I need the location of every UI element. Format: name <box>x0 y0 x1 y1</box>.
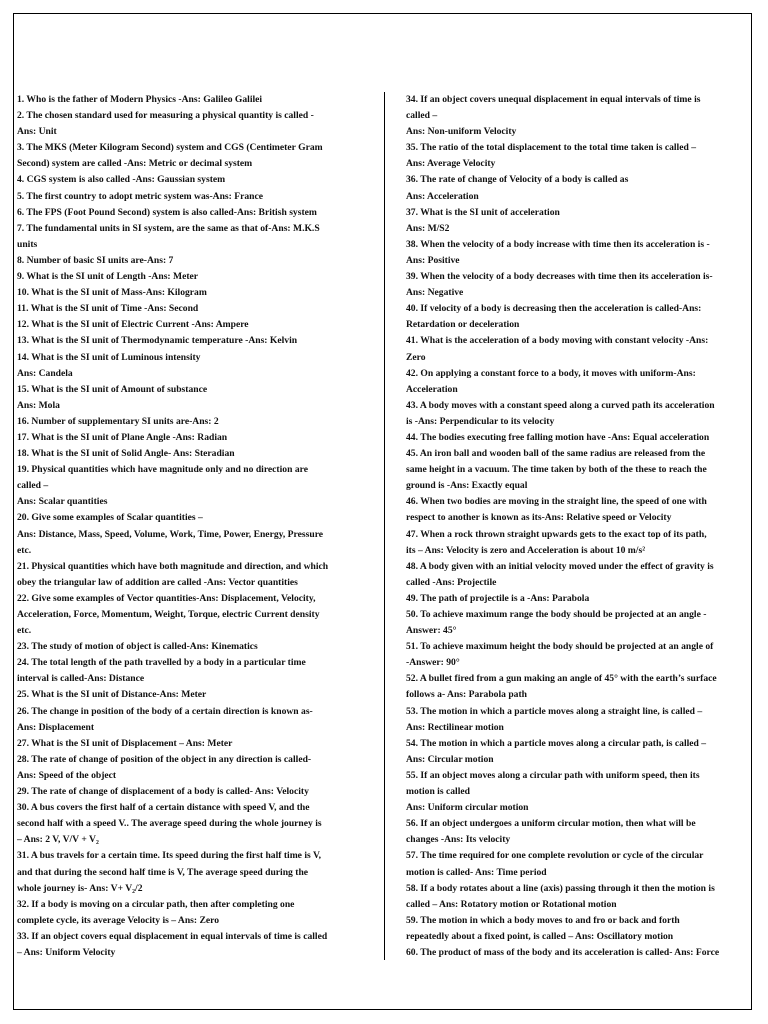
text-line: 29. The rate of change of displacement of a body is called- Ans: Velocity <box>17 786 309 798</box>
text-line: 40. If velocity of a body is decreasing then the acceleration is called-Ans: <box>406 303 702 315</box>
column-divider <box>384 92 385 960</box>
text-line: units <box>17 238 38 250</box>
text-line: Ans: Mola <box>17 399 60 411</box>
text-line: 44. The bodies executing free falling motion have -Ans: Equal acceleration <box>406 431 710 443</box>
text-line: its – Ans: Velocity is zero and Acceleration is about 10 m/s² <box>406 544 646 556</box>
text-line: 59. The motion in which a body moves to and fro or back and forth <box>406 914 680 926</box>
text-line: called -Ans: Projectile <box>406 576 497 588</box>
text-line: 21. Physical quantities which have both magnitude and direction, and which <box>17 560 329 572</box>
text-line: – Ans: 2 V, V/V + V₂ <box>17 834 99 846</box>
text-line: 37. What is the SI unit of acceleration <box>406 206 560 218</box>
text-line: 58. If a body rotates about a line (axis) passing through it then the motion is <box>406 882 715 894</box>
text-line: 23. The study of motion of object is called-Ans: Kinematics <box>17 641 258 653</box>
text-line: 53. The motion in which a particle moves along a straight line, is called – <box>406 705 703 717</box>
text-line: 6. The FPS (Foot Pound Second) system is also called-Ans: British system <box>17 206 317 218</box>
text-line: whole journey is- Ans: V+ V₂/2 <box>17 882 143 894</box>
text-line: 16. Number of supplementary SI units are-Ans: 2 <box>17 415 219 427</box>
text-line: Ans: Distance, Mass, Speed, Volume, Work, Time, Power, Energy, Pressure <box>17 528 324 540</box>
text-line: 39. When the velocity of a body decreases with time then its acceleration is- <box>406 271 713 283</box>
text-line: Answer: 45° <box>406 625 457 637</box>
text-line: etc. <box>17 544 32 556</box>
text-line: 5. The first country to adopt metric system was-Ans: France <box>17 190 264 202</box>
text-line: and that during the second half time is V, The average speed during the <box>17 866 309 878</box>
text-line: 13. What is the SI unit of Thermodynamic temperature -Ans: Kelvin <box>17 335 298 347</box>
text-line: 11. What is the SI unit of Time -Ans: Second <box>17 303 199 315</box>
text-line: 38. When the velocity of a body increase with time then its acceleration is - <box>406 238 710 250</box>
text-line: 51. To achieve maximum height the body should be projected at an angle of <box>406 641 714 653</box>
text-line: Ans: Displacement <box>17 721 95 733</box>
text-line: Retardation or deceleration <box>406 319 520 331</box>
text-line: Ans: Negative <box>406 287 464 299</box>
text-line: Ans: Rectilinear motion <box>406 721 504 733</box>
text-line: 54. The motion in which a particle moves along a circular path, is called – <box>406 737 707 749</box>
text-line: Ans: Scalar quantities <box>17 496 108 508</box>
text-line: repeatedly about a fixed point, is called – Ans: Oscillatory motion <box>406 930 674 942</box>
text-line: 26. The change in position of the body of a certain direction is known as- <box>17 705 313 717</box>
text-line: Ans: Positive <box>406 254 460 266</box>
text-line: 4. CGS system is also called -Ans: Gaussian system <box>17 174 226 186</box>
text-line: same height in a vacuum. The time taken by both of the these to reach the <box>406 464 707 476</box>
text-line: obey the triangular law of addition are called -Ans: Vector quantities <box>17 576 298 588</box>
text-line: etc. <box>17 625 32 637</box>
text-line: – Ans: Uniform Velocity <box>17 946 116 958</box>
text-line: 18. What is the SI unit of Solid Angle- Ans: Steradian <box>17 448 235 460</box>
text-line: 28. The rate of change of position of the object in any direction is called- <box>17 753 312 765</box>
text-line: Ans: Non-uniform Velocity <box>406 126 517 138</box>
text-line: 46. When two bodies are moving in the straight line, the speed of one with <box>406 496 707 508</box>
text-line: 57. The time required for one complete revolution or cycle of the circular <box>406 850 704 862</box>
text-line: 48. A body given with an initial velocity moved under the effect of gravity is <box>406 560 714 572</box>
text-line: Ans: Average Velocity <box>406 158 496 170</box>
left-column <box>17 92 364 961</box>
text-line: 52. A bullet fired from a gun making an angle of 45° with the earth’s surface <box>406 673 717 685</box>
text-line: 47. When a rock thrown straight upwards gets to the exact top of its path, <box>406 528 707 540</box>
text-line: 55. If an object moves along a circular path with uniform speed, then its <box>406 769 700 781</box>
text-line: 12. What is the SI unit of Electric Current -Ans: Ampere <box>17 319 249 331</box>
text-line: 7. The fundamental units in SI system, are the same as that of-Ans: M.K.S <box>17 222 320 234</box>
text-line: 34. If an object covers unequal displacement in equal intervals of time is <box>406 94 701 105</box>
text-line: called – <box>406 110 438 122</box>
text-line: complete cycle, its average Velocity is – Ans: Zero <box>17 914 220 926</box>
text-line: 20. Give some examples of Scalar quantities – <box>17 512 203 524</box>
text-line: Ans: Uniform circular motion <box>406 802 529 814</box>
text-line: Acceleration, Force, Momentum, Weight, Torque, electric Current density <box>17 609 320 620</box>
text-line: Ans: Candela <box>17 367 73 379</box>
text-line: 24. The total length of the path travelled by a body in a particular time <box>17 657 306 669</box>
text-line: interval is called-Ans: Distance <box>17 673 145 685</box>
text-line: 1. Who is the father of Modern Physics -Ans: Galileo Galilei <box>17 94 263 105</box>
text-line: Ans: M/S2 <box>406 222 450 234</box>
text-line: 8. Number of basic SI units are-Ans: 7 <box>17 254 174 266</box>
text-line: 15. What is the SI unit of Amount of substance <box>17 383 208 395</box>
text-line: is -Ans: Perpendicular to its velocity <box>406 415 555 427</box>
text-line: respect to another is known as its-Ans: Relative speed or Velocity <box>406 512 672 524</box>
text-line: 14. What is the SI unit of Luminous intensity <box>17 351 201 363</box>
text-line: 41. What is the acceleration of a body moving with constant velocity -Ans: <box>406 335 709 347</box>
text-line: motion is called <box>406 786 470 798</box>
text-line: Ans: Acceleration <box>406 190 479 202</box>
text-line: 3. The MKS (Meter Kilogram Second) system and CGS (Centimeter Gram <box>17 142 323 154</box>
text-line: Ans: Circular motion <box>406 753 494 765</box>
text-line: 36. The rate of change of Velocity of a body is called as <box>406 174 629 186</box>
text-line: 33. If an object covers equal displacement in equal intervals of time is called <box>17 930 328 942</box>
text-line: 32. If a body is moving on a circular path, then after completing one <box>17 898 295 910</box>
text-line: Second) system are called -Ans: Metric or decimal system <box>17 158 253 170</box>
text-line: Ans: Unit <box>17 126 57 138</box>
text-line: 56. If an object undergoes a uniform circular motion, then what will be <box>406 818 696 830</box>
text-line: Ans: Speed of the object <box>17 769 117 781</box>
text-line: -Answer: 90° <box>406 657 460 669</box>
text-line: 35. The ratio of the total displacement to the total time taken is called – <box>406 142 696 154</box>
text-line: 50. To achieve maximum range the body should be projected at an angle - <box>406 609 707 620</box>
text-line: second half with a speed V.. The average speed during the whole journey is <box>17 818 322 830</box>
text-line: Acceleration <box>406 383 458 395</box>
text-line: changes -Ans: Its velocity <box>406 834 511 846</box>
text-line: 22. Give some examples of Vector quantities-Ans: Displacement, Velocity, <box>17 592 316 604</box>
text-line: ground is -Ans: Exactly equal <box>406 480 528 492</box>
text-line: 10. What is the SI unit of Mass-Ans: Kilogram <box>17 287 207 299</box>
text-line: 49. The path of projectile is a -Ans: Parabola <box>406 592 590 604</box>
text-line: 2. The chosen standard used for measuring a physical quantity is called - <box>17 110 314 122</box>
text-line: 9. What is the SI unit of Length -Ans: Meter <box>17 271 199 283</box>
text-line: 30. A bus covers the first half of a certain distance with speed V, and the <box>17 802 310 814</box>
text-line: 45. An iron ball and wooden ball of the same radius are released from the <box>406 448 706 460</box>
text-line: called – Ans: Rotatory motion or Rotational motion <box>406 898 617 910</box>
text-line: motion is called- Ans: Time period <box>406 866 547 878</box>
text-line: called – <box>17 480 49 492</box>
text-line: 31. A bus travels for a certain time. Its speed during the first half time is V, <box>17 850 322 862</box>
text-line: 43. A body moves with a constant speed along a curved path its acceleration <box>406 399 715 411</box>
text-line: 17. What is the SI unit of Plane Angle -Ans: Radian <box>17 431 228 443</box>
text-line: 42. On applying a constant force to a body, it moves with uniform-Ans: <box>406 367 696 379</box>
text-line: 60. The product of mass of the body and its acceleration is called- Ans: Force <box>406 946 720 958</box>
right-column <box>406 92 751 961</box>
text-line: Zero <box>406 351 426 363</box>
text-line: 19. Physical quantities which have magnitude only and no direction are <box>17 464 308 476</box>
text-line: follows a- Ans: Parabola path <box>406 689 527 701</box>
text-line: 27. What is the SI unit of Displacement – Ans: Meter <box>17 737 233 749</box>
text-line: 25. What is the SI unit of Distance-Ans: Meter <box>17 689 207 701</box>
